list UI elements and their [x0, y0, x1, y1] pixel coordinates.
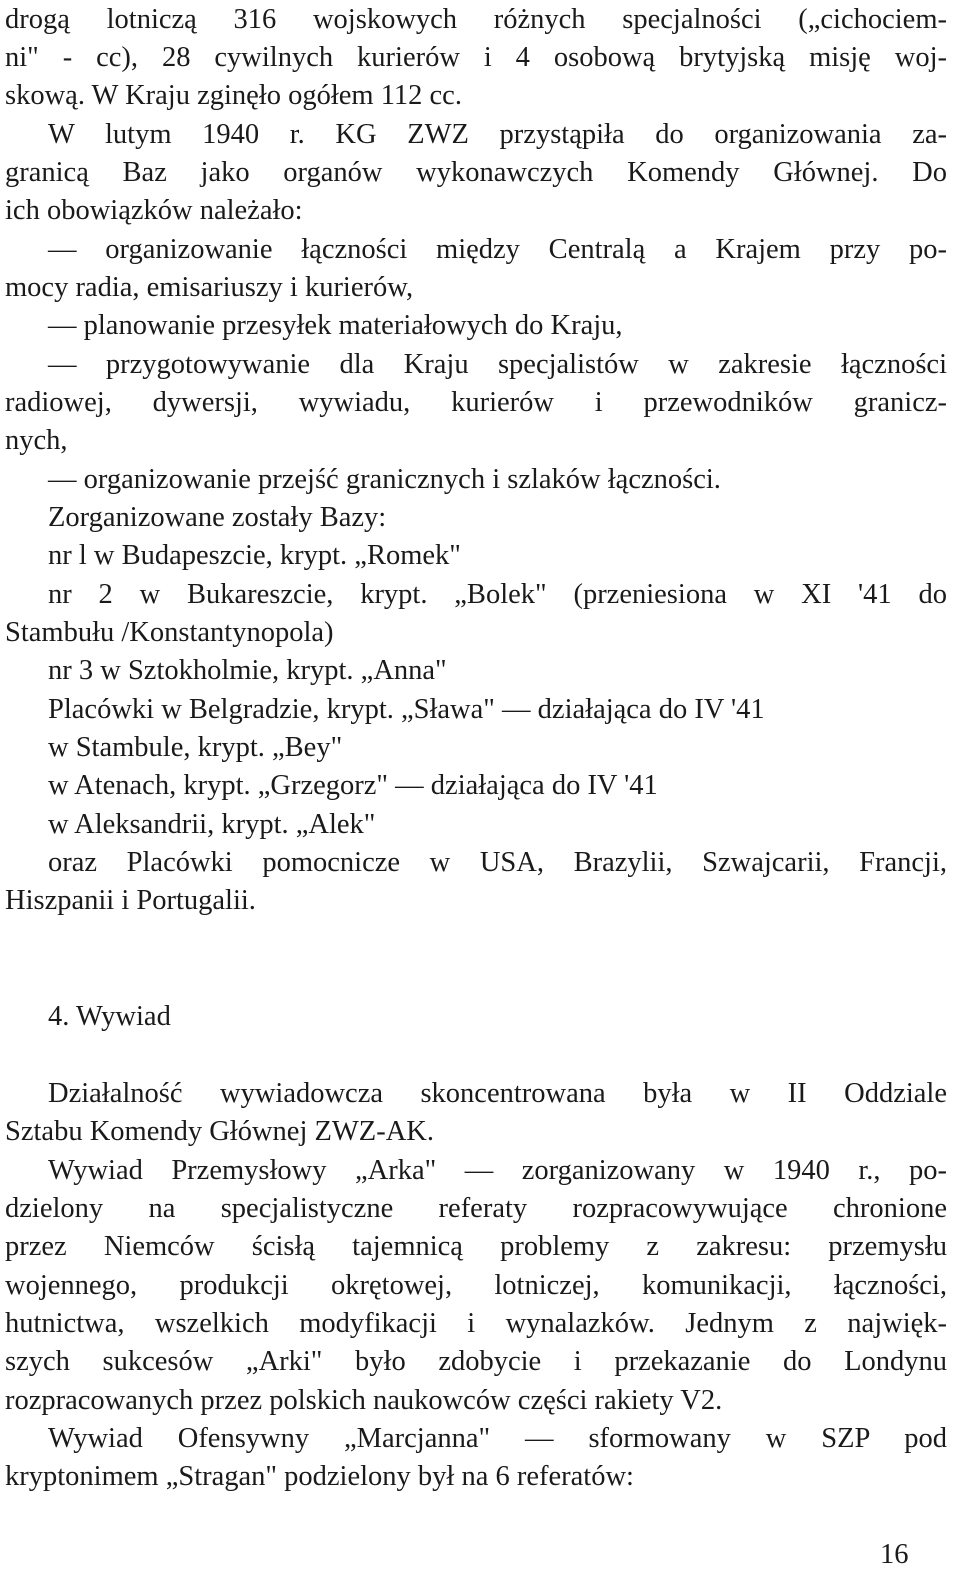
- text-line: — organizowanie łączności między Centralą a Krajem przy po-: [48, 234, 947, 265]
- text-line: Zorganizowane zostały Bazy:: [48, 502, 387, 533]
- text-line: dzielony na specjalistyczne referaty rozpracowywujące chronione: [5, 1193, 947, 1224]
- text-line: granicą Baz jako organów wykonawczych Komendy Głównej. Do: [5, 157, 947, 188]
- text-line: w Atenach, krypt. „Grzegorz" — działająca do IV '41: [48, 770, 658, 801]
- text-line: radiowej, dywersji, wywiadu, kurierów i przewodników granicz-: [5, 387, 947, 418]
- text-line: nr 2 w Bukareszcie, krypt. „Bolek" (przeniesiona w XI '41 do: [48, 579, 947, 610]
- text-line: Stambułu /Konstantynopola): [5, 617, 334, 648]
- text-line: drogą lotniczą 316 wojskowych różnych specjalności („cichociem-: [5, 4, 947, 35]
- text-line: nr l w Budapeszcie, krypt. „Romek": [48, 540, 461, 571]
- text-line: hutnictwa, wszelkich modyfikacji i wynalazków. Jednym z najwięk-: [5, 1308, 947, 1339]
- text-line: — przygotowywanie dla Kraju specjalistów w zakresie łączności: [48, 349, 947, 380]
- text-line: 4. Wywiad: [48, 1001, 171, 1032]
- text-line: w Stambule, krypt. „Bey": [48, 732, 343, 763]
- text-line: Placówki w Belgradzie, krypt. „Sława" — działająca do IV '41: [48, 694, 765, 725]
- text-line: Działalność wywiadowcza skoncentrowana była w II Oddziale: [48, 1078, 947, 1109]
- text-line: w Aleksandrii, krypt. „Alek": [48, 809, 376, 840]
- text-line: przez Niemców ścisłą tajemnicą problemy z zakresu: przemysłu: [5, 1231, 947, 1262]
- text-line: W lutym 1940 r. KG ZWZ przystąpiła do organizowania za-: [48, 119, 947, 150]
- text-line: mocy radia, emisariuszy i kurierów,: [5, 272, 414, 303]
- text-line: Sztabu Komendy Głównej ZWZ-AK.: [5, 1116, 434, 1147]
- text-line: ich obowiązków należało:: [5, 195, 303, 226]
- text-line: ni" - cc), 28 cywilnych kurierów i 4 osobową brytyjską misję woj-: [5, 42, 947, 73]
- text-line: rozpracowanych przez polskich naukowców części rakiety V2.: [5, 1385, 723, 1416]
- text-line: nr 3 w Sztokholmie, krypt. „Anna": [48, 655, 447, 686]
- text-line: Wywiad Ofensywny „Marcjanna" — sformowany w SZP pod: [48, 1423, 947, 1454]
- text-line: kryptonimem „Stragan" podzielony był na 6 referatów:: [5, 1461, 634, 1492]
- text-line: oraz Placówki pomocnicze w USA, Brazylii, Szwajcarii, Francji,: [48, 847, 947, 878]
- text-line: — organizowanie przejść granicznych i szlaków łączności.: [48, 464, 721, 495]
- text-line: — planowanie przesyłek materiałowych do Kraju,: [48, 310, 623, 341]
- text-line: Wywiad Przemysłowy „Arka" — zorganizowany w 1940 r., po-: [48, 1155, 947, 1186]
- page-number: 16: [880, 1539, 909, 1570]
- text-line: szych sukcesów „Arki" było zdobycie i przekazanie do Londynu: [5, 1346, 947, 1377]
- text-line: Hiszpanii i Portugalii.: [5, 885, 256, 916]
- text-line: nych,: [5, 425, 68, 456]
- text-line: wojennego, produkcji okrętowej, lotniczej, komunikacji, łączności,: [5, 1270, 947, 1301]
- text-line: skową. W Kraju zginęło ogółem 112 cc.: [5, 80, 462, 111]
